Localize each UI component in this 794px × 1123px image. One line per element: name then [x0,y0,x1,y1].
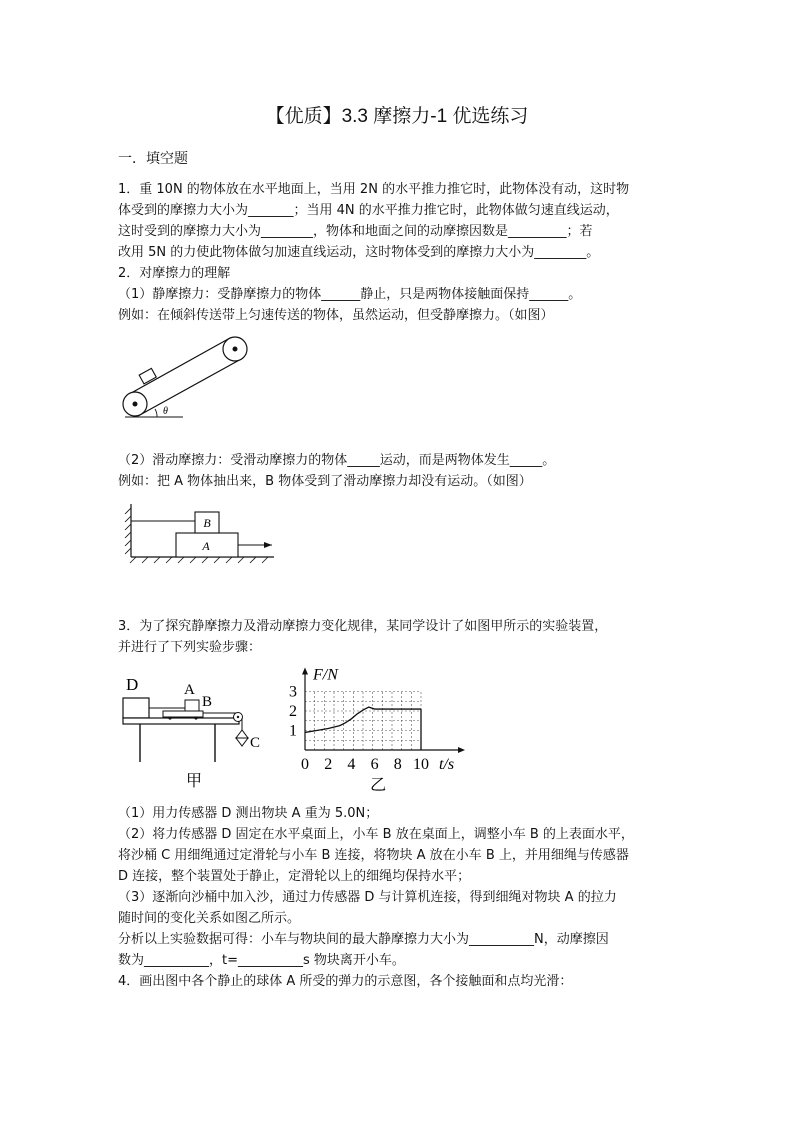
q3-answer-1: 分析以上实验数据可得：小车与物块间的最大静摩擦力大小为__________N，动摩擦因 [118,932,609,947]
q1-line-4: 改用 5N 的力使此物体做匀加速直线运动，这时物体受到的摩擦力大小为________。 [118,245,600,260]
label-b-apparatus: B [202,694,213,710]
q1-line-3: 这时受到的摩擦力大小为________，物体和地面之间的动摩擦因数是_________；若 [118,224,593,239]
x-tick-label: 4 [347,756,356,773]
label-c: C [250,735,261,751]
y-tick-label: 2 [289,703,297,720]
x-tick-label: 6 [370,756,379,773]
x-axis-arrow [458,747,465,753]
q3-step-3b: 随时间的变化关系如图乙所示。 [118,911,301,926]
q2-example-1: 例如：在倾斜传送带上匀速传送的物体，虽然运动，但受静摩擦力。（如图） [118,308,554,323]
x-tick-label: 8 [393,756,402,773]
label-a-apparatus: A [184,682,195,698]
y-axis-label: F/N [313,666,338,684]
q3-step-2c: D 连接，整个装置处于静止，定滑轮以上的细绳均保持水平； [118,869,471,884]
q1-line-1: 1．重 10N 的物体放在水平地面上，当用 2N 的水平推力推它时，此物体没有动，这时物 [118,182,630,197]
theta-label: θ [163,406,168,417]
conveyor-belt-figure [115,330,265,420]
apparatus-figure-jia [118,668,273,793]
label-d: D [126,675,139,694]
q3-line-2: 并进行了下列实验步骤： [118,640,262,655]
x-tick-label: 2 [324,756,333,773]
section-heading: 一．填空题 [118,151,188,167]
label-a: A [202,539,210,553]
q3-answer-2: 数为__________，t=__________s 物块离开小车。 [118,953,405,968]
q3-step-3a: （3）逐渐向沙桶中加入沙，通过力传感器 D 与计算机连接，得到细绳对物块 A 的拉力 [118,890,617,905]
page-title: 【优质】3.3 摩擦力-1 优选练习 [265,106,529,127]
caption-jia: 甲 [186,773,203,790]
label-b: B [203,516,211,530]
x-tick-label: 10 [413,756,429,773]
caption-yi: 乙 [370,777,387,794]
q3-step-2b: 将沙桶 C 用细绳通过定滑轮与小车 B 连接，将物块 A 放在小车 B 上，并用细绳与传感器 [118,848,629,863]
q2-sliding-friction: （2）滑动摩擦力：受滑动摩擦力的物体_____运动，而是两物体发生_____。 [118,453,556,468]
q3-line-1: 3．为了探究静摩擦力及滑动摩擦力变化规律，某同学设计了如图甲所示的实验装置， [118,619,608,634]
x-axis-label: t/s [439,756,455,773]
q2-static-friction: （1）静摩擦力：受静摩擦力的物体______静止，只是两物体接触面保持______。 [118,287,582,302]
q3-step-1: （1）用力传感器 D 测出物块 A 重为 5.0N； [118,806,379,821]
q2-example-2: 例如：把 A 物体抽出来，B 物体受到了滑动摩擦力却没有运动。（如图） [118,474,532,489]
q4-line-1: 4．画出图中各个静止的球体 A 所受的弹力的示意图，各个接触面和点均光滑： [118,974,573,989]
y-axis-arrow [302,668,308,675]
blocks-ab-figure [122,502,292,564]
force-time-chart [285,665,465,795]
x-tick-label: 0 [301,756,309,773]
q2-heading: 2．对摩擦力的理解 [118,266,231,281]
y-tick-label: 3 [289,683,297,701]
q1-line-2: 体受到的摩擦力大小为_______；当用 4N 的水平推力推它时，此物体做匀速直线运动， [118,203,619,218]
y-tick-label: 1 [289,722,297,740]
q3-step-2a: （2）将力传感器 D 固定在水平桌面上，小车 B 放在桌面上，调整小车 B 的上表面水平， [118,827,634,842]
